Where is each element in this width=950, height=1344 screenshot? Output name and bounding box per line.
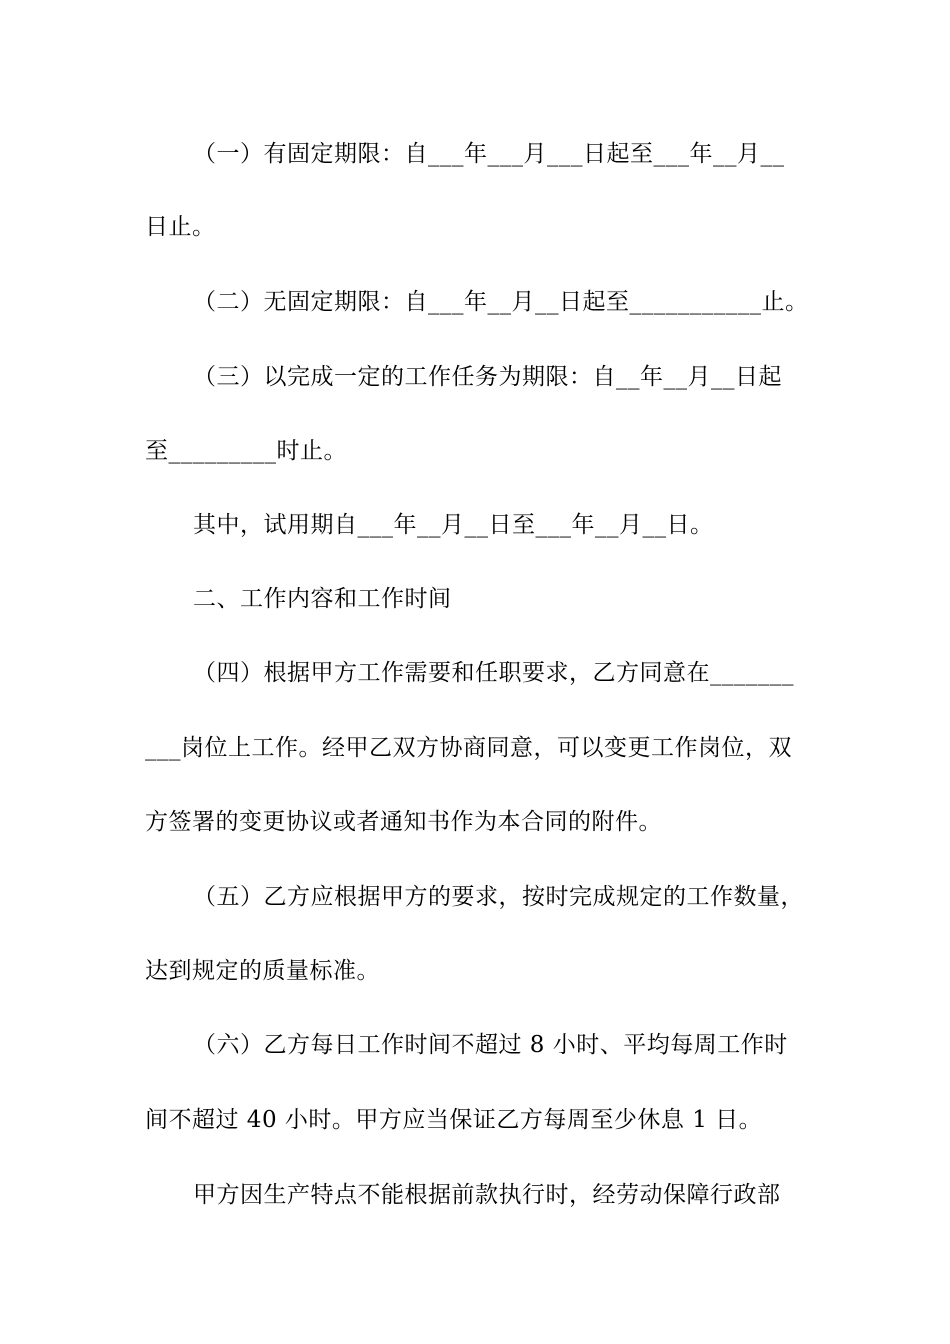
paragraph-position-line-3: 方签署的变更协议或者通知书作为本合同的附件。: [145, 809, 662, 835]
paragraph-task-term-line-1: （三）以完成一定的工作任务为期限：自__年__月__日起: [193, 364, 782, 390]
paragraph-quantity-line-1: （五）乙方应根据甲方的要求，按时完成规定的工作数量，: [193, 884, 804, 910]
paragraph-open-term: （二）无固定期限：自___年__月__日起至___________止。: [193, 289, 809, 315]
paragraph-hours-line-1: （六）乙方每日工作时间不超过 8 小时、平均每周工作时: [193, 1032, 788, 1058]
paragraph-position-line-1: （四）根据甲方工作需要和任职要求，乙方同意在_______: [193, 660, 794, 686]
paragraph-quantity-line-2: 达到规定的质量标准。: [145, 958, 380, 984]
paragraph-fixed-term-line-1: （一）有固定期限：自___年___月___日起至___年__月__: [193, 141, 785, 167]
paragraph-probation: 其中，试用期自___年__月__日至___年__月__日。: [193, 512, 714, 538]
paragraph-position-line-2: ___岗位上工作。经甲乙双方协商同意，可以变更工作岗位，双: [145, 735, 792, 761]
paragraph-hours-line-2: 间不超过 40 小时。甲方应当保证乙方每周至少休息 1 日。: [145, 1107, 763, 1133]
paragraph-fixed-term-line-2: 日止。: [145, 214, 216, 240]
paragraph-exception: 甲方因生产特点不能根据前款执行时，经劳动保障行政部: [193, 1182, 781, 1208]
paragraph-task-term-line-2: 至_________时止。: [145, 438, 347, 464]
section-heading-work: 二、工作内容和工作时间: [193, 586, 452, 612]
